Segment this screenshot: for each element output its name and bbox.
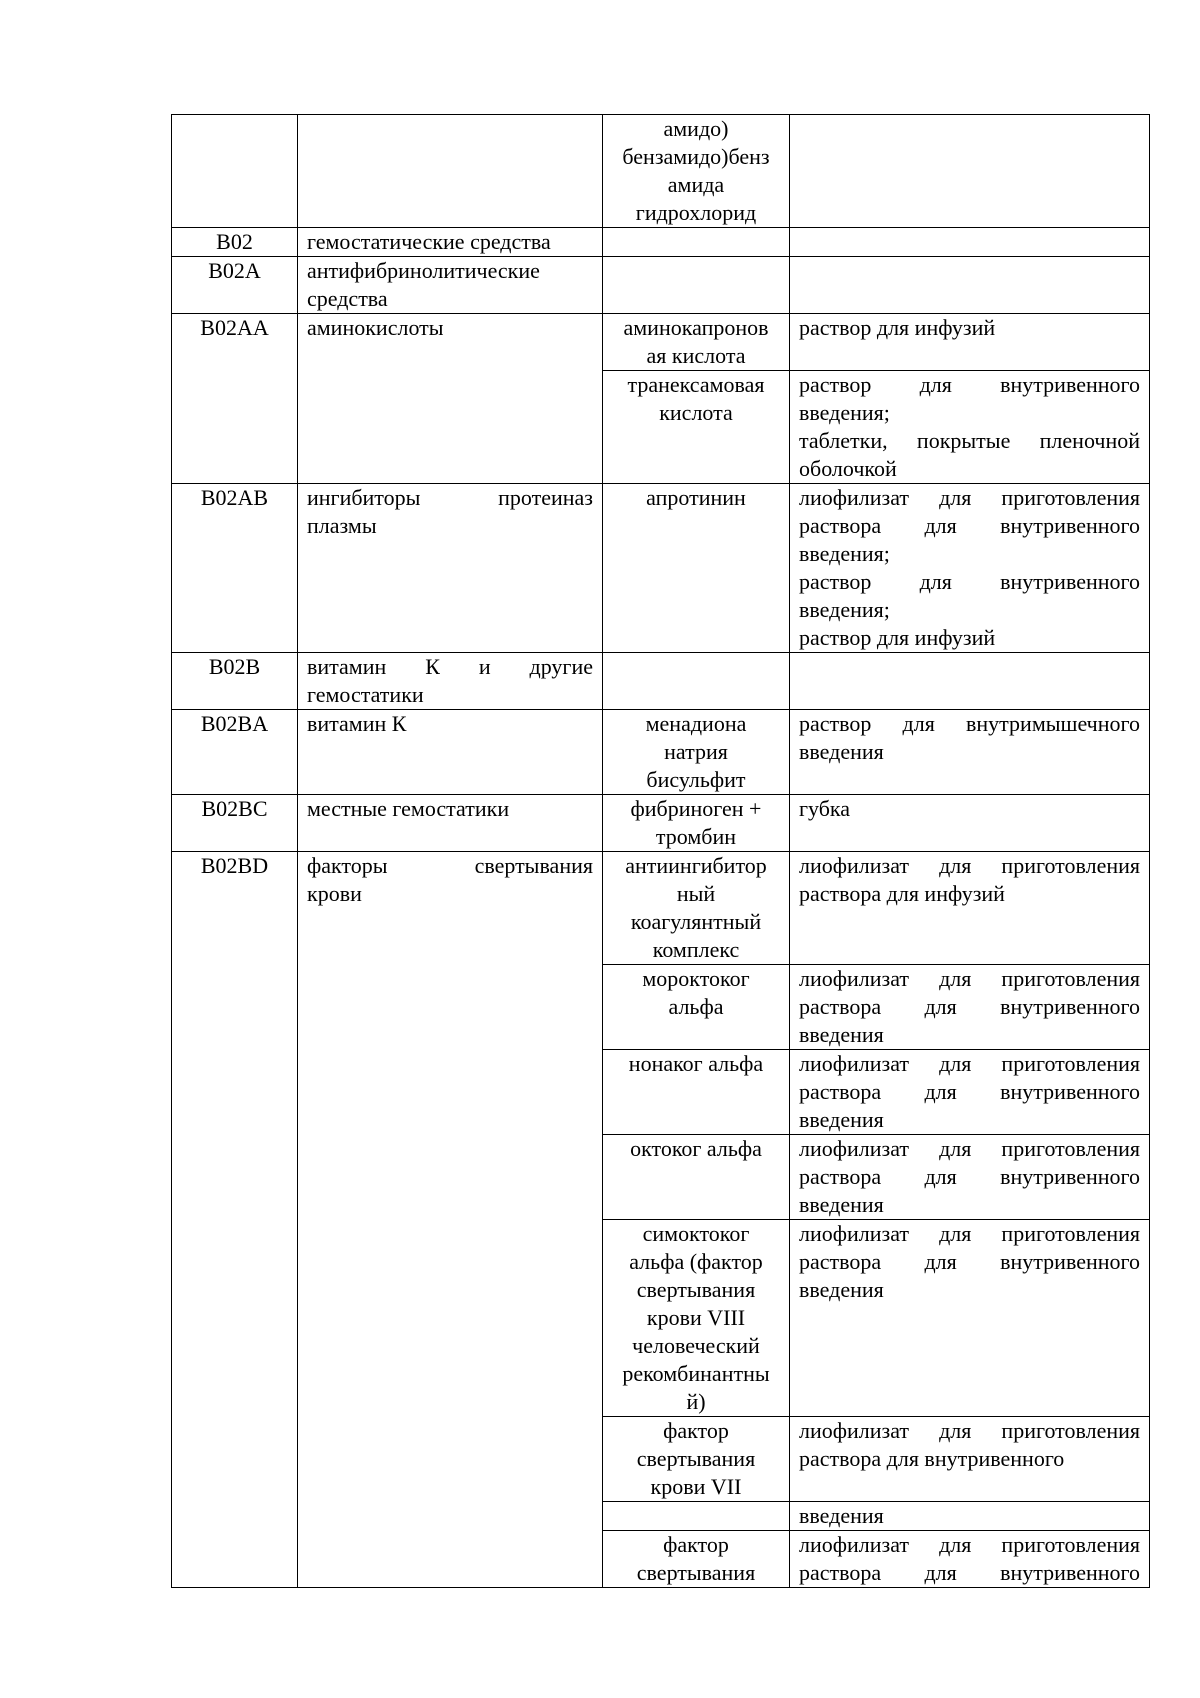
mnn-text: рекомбинантны	[622, 1361, 770, 1386]
mnn-text: коагулянтный	[630, 909, 762, 934]
dosage-form-cell	[790, 1417, 1150, 1502]
mnn-cell	[603, 653, 790, 710]
mnn-cell	[603, 1220, 790, 1417]
group-cell: гемостатические средства	[298, 228, 603, 257]
dosage-form-cell	[790, 228, 1150, 257]
mnn-cell	[603, 115, 790, 228]
mnn-cell	[603, 852, 790, 965]
group-text: средства	[307, 286, 388, 311]
group-text: гемостатики	[307, 682, 424, 707]
atc-code-cell	[172, 115, 298, 228]
mnn-cell	[603, 1417, 790, 1502]
form-text: введения	[799, 1277, 884, 1302]
mnn-text: человеческий	[632, 1333, 760, 1358]
mnn-text: альфа (фактор	[629, 1249, 763, 1274]
form-text: введения;	[799, 597, 890, 622]
atc-code-cell: B02BD	[172, 852, 298, 1588]
group-text: плазмы	[307, 513, 377, 538]
form-text: раствора для внутривенного	[799, 1249, 1140, 1274]
mnn-text: гидрохлорид	[635, 200, 757, 225]
table-row	[172, 257, 1150, 314]
form-text: раствор для внутримышечного	[799, 711, 1140, 736]
mnn-cell	[603, 965, 790, 1050]
group-cell	[298, 257, 603, 314]
dosage-form-cell	[790, 484, 1150, 653]
mnn-text: свертывания	[636, 1277, 756, 1302]
form-text: лиофилизат для приготовления	[799, 853, 1140, 878]
atc-code-cell: B02AB	[172, 484, 298, 653]
form-text: раствора для внутривенного	[799, 994, 1140, 1019]
table-row	[172, 710, 1150, 795]
group-cell	[298, 484, 603, 653]
dosage-form-cell: губка	[790, 795, 1150, 852]
form-text: лиофилизат для приготовления	[799, 1136, 1140, 1161]
mnn-text: бисульфит	[646, 767, 746, 792]
form-text: введения;	[799, 541, 890, 566]
group-text: антифибринолитические	[307, 258, 540, 283]
form-text: раствора для внутривенного	[799, 1446, 1065, 1471]
group-cell	[298, 653, 603, 710]
form-text: лиофилизат для приготовления	[799, 1532, 1140, 1557]
mnn-text: антиингибитор	[625, 853, 767, 878]
group-cell: витамин К	[298, 710, 603, 795]
form-text: введения	[799, 1192, 884, 1217]
group-text: крови	[307, 881, 362, 906]
mnn-text: бензамидо)бенз	[622, 144, 770, 169]
form-text: лиофилизат для приготовления	[799, 966, 1140, 991]
mnn-cell: октоког альфа	[603, 1135, 790, 1220]
table-row	[172, 484, 1150, 653]
dosage-form-cell	[790, 653, 1150, 710]
mnn-text: фактор	[663, 1532, 729, 1557]
group-text: ингибиторы протеиназ	[307, 485, 593, 510]
form-text: введения	[799, 1022, 884, 1047]
form-text: раствора для внутривенного	[799, 1164, 1140, 1189]
table-row	[172, 115, 1150, 228]
mnn-text: свертывания	[636, 1560, 756, 1585]
mnn-text: аминокапронов	[623, 315, 769, 340]
mnn-text: ая кислота	[646, 343, 746, 368]
dosage-form-cell	[790, 115, 1150, 228]
form-text: введения	[799, 739, 884, 764]
atc-code-cell: B02A	[172, 257, 298, 314]
mnn-text: крови VII	[650, 1474, 742, 1499]
table-row	[172, 228, 1150, 257]
dosage-form-cell	[790, 257, 1150, 314]
mnn-text: фактор	[663, 1418, 729, 1443]
form-text: раствора для внутривенного	[799, 1079, 1140, 1104]
form-text: лиофилизат для приготовления	[799, 1418, 1140, 1443]
dosage-form-cell: введения	[790, 1502, 1150, 1531]
mnn-text: крови VIII	[646, 1305, 746, 1330]
dosage-form-cell	[790, 965, 1150, 1050]
atc-code-cell: B02	[172, 228, 298, 257]
table-row	[172, 653, 1150, 710]
mnn-text: амидо)	[663, 116, 729, 141]
mnn-text: свертывания	[636, 1446, 756, 1471]
atc-code-cell: B02AA	[172, 314, 298, 484]
mnn-text: мороктоког	[642, 966, 750, 991]
mnn-text: фибриноген +	[630, 796, 762, 821]
mnn-cell	[603, 257, 790, 314]
mnn-cell	[603, 710, 790, 795]
dosage-form-cell: раствор для инфузий	[790, 314, 1150, 371]
form-text: лиофилизат для приготовления	[799, 1051, 1140, 1076]
drug-classification-table	[171, 114, 1150, 1588]
dosage-form-cell	[790, 1531, 1150, 1588]
group-cell: аминокислоты	[298, 314, 603, 484]
mnn-cell	[603, 371, 790, 484]
form-text: раствор для внутривенного	[799, 372, 1140, 397]
mnn-text: альфа	[668, 994, 724, 1019]
mnn-cell	[603, 314, 790, 371]
mnn-text: менадиона	[645, 711, 747, 736]
atc-code-cell: B02BA	[172, 710, 298, 795]
dosage-form-cell	[790, 710, 1150, 795]
dosage-form-cell	[790, 1050, 1150, 1135]
form-text: раствора для внутривенного	[799, 513, 1140, 538]
form-text: раствор для внутривенного	[799, 569, 1140, 594]
group-text: витамин К и другие	[307, 654, 593, 679]
dosage-form-cell	[790, 852, 1150, 965]
form-text: введения;	[799, 400, 890, 425]
mnn-text: тромбин	[655, 824, 737, 849]
dosage-form-cell	[790, 1220, 1150, 1417]
form-text: раствор для инфузий	[799, 625, 996, 650]
dosage-form-cell	[790, 371, 1150, 484]
table-row	[172, 795, 1150, 852]
dosage-form-cell	[790, 1135, 1150, 1220]
mnn-text: натрия	[664, 739, 728, 764]
form-text: оболочкой	[799, 456, 897, 481]
form-text: раствора для внутривенного	[799, 1560, 1140, 1585]
group-text: факторы свертывания	[307, 853, 593, 878]
mnn-cell	[603, 1502, 790, 1531]
group-cell: местные гемостатики	[298, 795, 603, 852]
mnn-cell: нонаког альфа	[603, 1050, 790, 1135]
atc-code-cell: B02BC	[172, 795, 298, 852]
mnn-text: ный	[676, 881, 716, 906]
mnn-text: транексамовая	[627, 372, 765, 397]
form-text: таблетки, покрытые пленочной	[799, 428, 1140, 453]
mnn-cell	[603, 228, 790, 257]
atc-code-cell: B02B	[172, 653, 298, 710]
table-row	[172, 314, 1150, 371]
group-cell	[298, 115, 603, 228]
mnn-text: симоктоког	[642, 1221, 750, 1246]
form-text: введения	[799, 1107, 884, 1132]
mnn-cell: апротинин	[603, 484, 790, 653]
mnn-text: комплекс	[652, 937, 740, 962]
table-row	[172, 852, 1150, 965]
form-text: лиофилизат для приготовления	[799, 1221, 1140, 1246]
form-text: раствора для инфузий	[799, 881, 1005, 906]
mnn-text: й)	[686, 1389, 706, 1414]
mnn-text: кислота	[659, 400, 733, 425]
mnn-text: амида	[667, 172, 725, 197]
group-cell	[298, 852, 603, 1588]
mnn-cell	[603, 1531, 790, 1588]
form-text: лиофилизат для приготовления	[799, 485, 1140, 510]
mnn-cell	[603, 795, 790, 852]
